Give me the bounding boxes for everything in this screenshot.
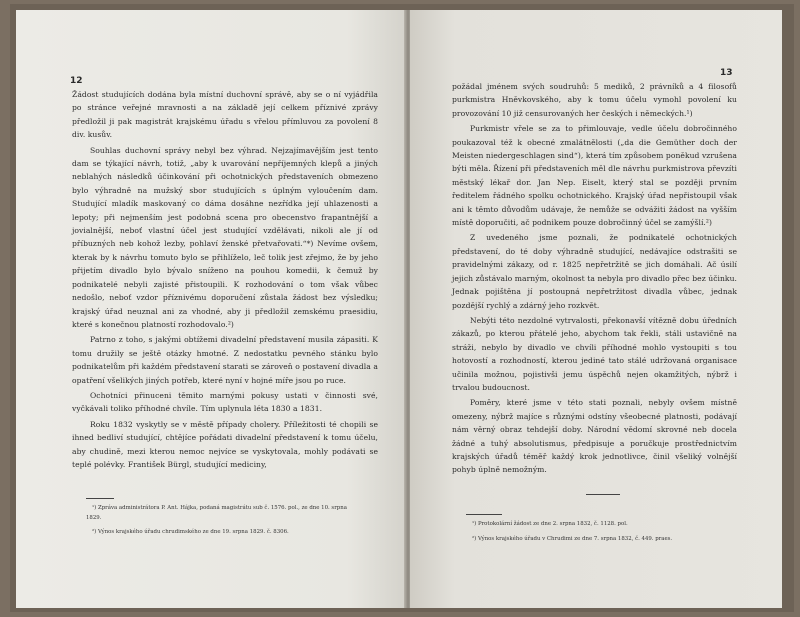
paragraph: Patrno z toho, s jakými obtížemi divadelní představení musila zápasiti. K tomu družily se ještě otázky hmotné. Z nedostatku pevného stánku bylo podnikatelům při každém představení starati se zároveň o postavení divadla a opatření všelikých jiných potřeb, které nyní v hojné míře jsou po ruce. xyxy=(72,335,378,385)
footnotes xyxy=(466,520,726,549)
paragraph: Poměry, které jsme v této stati poznali, nebyly ovšem místně omezeny, nýbrž majíce s různými odstíny všeobecné platnosti, podávají nám věrný obraz tehdejší doby. Národní vědomí skrovné neb docela žádné a tuhý absolutismus, předpisuje a poručkuje prostřednictvím krajských úřadů téměř každý krok jednotlivce, činil všeliký volnější pohyb úplně nemožným. xyxy=(452,398,737,475)
paragraph: Nebýti této nezdolné vytrvalosti, překonavší vítězně dobu úředních zákazů, po kterou přátelé jeho, abychom tak řekli, stáli ustavičně na stráži, nebylo by divadlo ve chvíli příhodné mohlo vystoupiti s tou hotovostí a rozhodností, kterou jediné tato stálé udržovaná organisace učinila možnou, pojistivši jemu úspěchů nejen okamžitých, nýbrž i trvalou budoucnost. xyxy=(452,315,737,392)
paragraph: Souhlas duchovní správy nebyl bez výhrad. Nejzajímavějším jest tento dam se týkající návrh, totiž, „aby k uvarování nepříjemných klepů a jiných neblahých následků účinkování při ochotnických představeních obmezeno bylo výhradně na mužský sbor studujících s úplným vyloučením dam. Studující mladík maskovaný co dáma dosáhne nezřídka její uhlazenosti a lepoty; při nejmenším jest podobná scena pro obecenstvo frapantnější a jovialnější, neboť vlastní účel jest studující vzdělávati, nikoli ale jí od příbuzných neb kohož lezby, pohlaví ženské přetvařovati.“*) Nevíme ovšem, kterak by k návrhu tomuto bylo se přihlíželo, leč tolik jest zřejmo, že by jeho přijetím divadlo bylo bývalo sníženo na pouhou komedii, k čemuž by podnikatelé nebyli zajisté přistoupili. K rozhodování o tom však vůbec nedošlo, neboť vzdor příznivému doporučení zůstala žádost bez výsledku; krajský úřad neuznal ani za vhodné, aby ji předložil zemskému praesidiu, které s konečnou platností rozhodovalo.²) xyxy=(72,145,378,329)
paragraph: Z uvedeného jsme poznali, že podnikatelé ochotnických představení, do té doby výhradně studující, nedávajíce odstrašiti se pravidelnými zákazy, od r. 1825 nepřetržitě se jich domáhali. Ač úsilí jejich zůstávalo marným, okolnost ta nebyla pro divadlo přec bez účinku. Jednak pojištěna jí postoupná nepřetržitost divadla vůbec, jednak pozdější rychlý a zdárný jeho rozkvět. xyxy=(452,233,737,310)
paragraph: Purkmistr vřele se za to přimlouvaje, vedle účelu dobročinného poukazoval též k obecné zmalátnělosti („da die Gemüther doch der Meisten niedergeschlagen sind“), která tím způsobem poněkud vzrušena býti měla. Řízení při představeních měl dle návrhu purkmistrova převzíti městský lékař dor. Jan Nep. Eiselt, který stal se později prvním ředitelem řádného spolku ochotnického. Krajský úřad nepřistoupil však ani k těmto důvodům udávaje, že nemůže se odvážiti žádost na vyšším místě doporučiti, ač podnikem pouze dobročinný účel se zamýšlí.²) xyxy=(452,124,737,228)
footnotes xyxy=(86,504,356,543)
left-page xyxy=(16,10,406,608)
page-body xyxy=(72,88,378,473)
footnote: ¹) Protokolární žádost ze dne 2. srpna 1832, č. 1128. pol. xyxy=(472,521,628,527)
right-page xyxy=(410,10,782,608)
section-divider xyxy=(586,494,620,495)
paragraph: Ochotníci přinuceni těmito marnými pokusy ustati v činnosti své, vyčkávali toliko příhodné chvíle. Tím uplynula léta 1830 a 1831. xyxy=(72,390,378,414)
paragraph: Žádost studujících dodána byla místní duchovní správě, aby se o ní vyjádřila po stránce veřejné mravnosti a na základě její celkem příznivé zprávy předložil ji pak magistrát krajskému úřadu s vřelou přímluvou za povolení 8 div. kusův. xyxy=(72,90,378,140)
footnote: ²) Výnos krajského úřadu chrudimského ze dne 19. srpna 1829. č. 8306. xyxy=(92,529,289,536)
footnote-divider xyxy=(466,514,502,515)
page-number: 13 xyxy=(720,68,733,78)
open-book xyxy=(10,4,794,612)
page-number: 12 xyxy=(70,76,83,86)
footnote-divider xyxy=(86,498,114,499)
page-body xyxy=(452,80,737,479)
footnote: ²) Výnos krajského úřadu v Chrudimi ze dne 7. srpna 1832, č. 449. praes. xyxy=(472,535,673,542)
footnote: ¹) Zpráva administrátora P. Ant. Hájka, podaná magistrátu sub č. 1576. pol., ze dne 10. srpna 1829. xyxy=(86,505,347,521)
paragraph: požádal jménem svých soudruhů: 5 mediků, 2 právníků a 4 filosofů purkmistra Hněvkovského, aby k tomu účelu vymohl povolení ku provozování 10 již censurovaných her českých i německých.¹) xyxy=(452,82,737,118)
paragraph: Roku 1832 vyskytly se v městě případy cholery. Příležitosti té chopili se ihned bedliví studující, chtějíce pořádati divadelní představení k tomu účelu, aby chudině, mezi kterou nemoc nejvíce se vyskytovala, mohly podávati se teplé polévky. František Bürgl, studující mediciny, xyxy=(72,419,378,469)
